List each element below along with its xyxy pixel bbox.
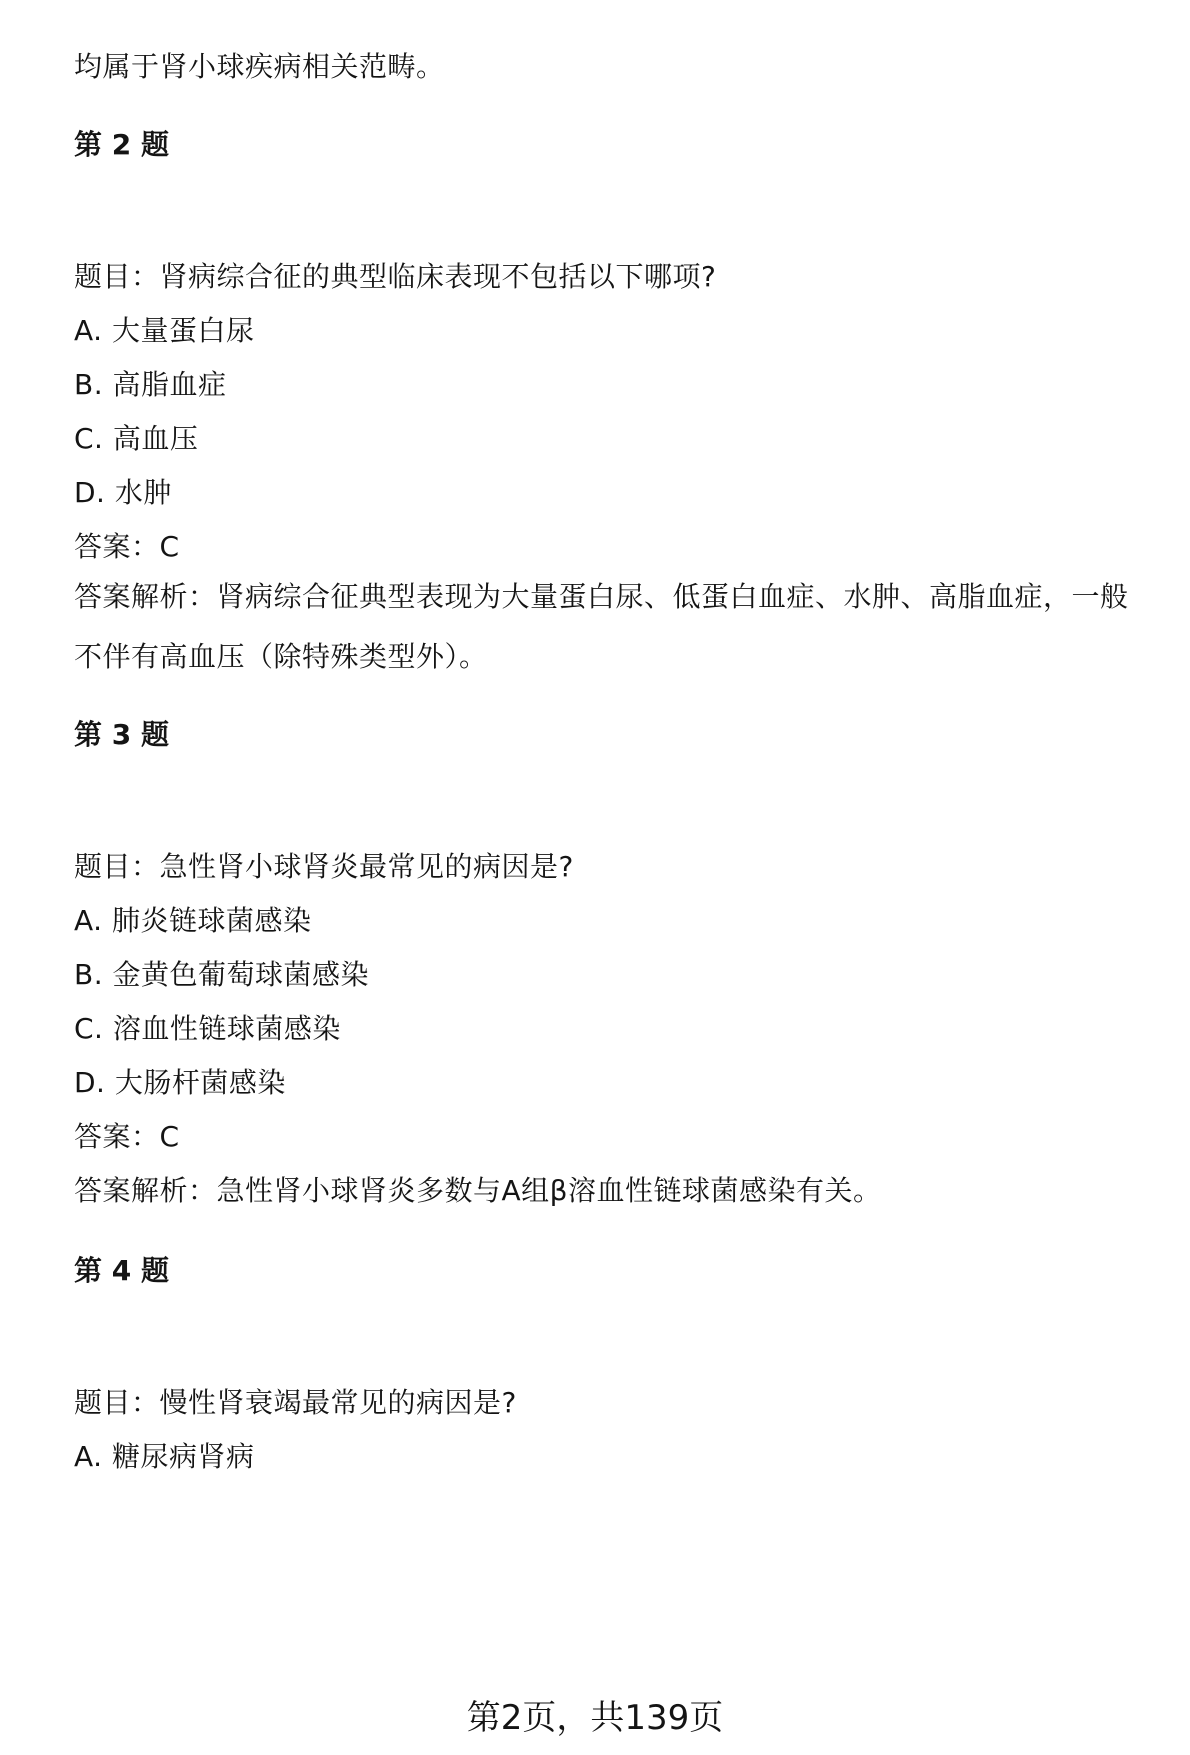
question-4-heading: 第 4 题: [74, 1254, 169, 1287]
question-3-option-b: B. 金黄色葡萄球菌感染: [74, 958, 370, 991]
question-2-text: 题目：肾病综合征的典型临床表现不包括以下哪项?: [74, 260, 717, 293]
question-2-option-b: B. 高脂血症: [74, 368, 227, 401]
question-3-heading: 第 3 题: [74, 718, 169, 751]
question-3-option-c: C. 溶血性链球菌感染: [74, 1012, 341, 1045]
question-3-answer: 答案：C: [74, 1120, 180, 1153]
question-3-option-a: A. 肺炎链球菌感染: [74, 904, 312, 937]
question-2-explanation: 答案解析：肾病综合征典型表现为大量蛋白尿、低蛋白血症、水肿、高脂血症，一般不伴有高血压（除特殊类型外）。: [74, 580, 1129, 673]
question-2-option-c: C. 高血压: [74, 422, 199, 455]
question-3-option-d: D. 大肠杆菌感染: [74, 1066, 286, 1099]
page-number-footer: 第2页，共139页: [466, 1698, 724, 1738]
question-4-option-a: A. 糖尿病肾病: [74, 1440, 255, 1473]
question-2-option-d: D. 水肿: [74, 476, 172, 509]
question-2-heading: 第 2 题: [74, 128, 169, 161]
question-3-explanation: 答案解析：急性肾小球肾炎多数与A组β溶血性链球菌感染有关。: [74, 1174, 882, 1207]
carryover-text: 均属于肾小球疾病相关范畴。: [74, 50, 445, 83]
question-2-option-a: A. 大量蛋白尿: [74, 314, 255, 347]
question-3-text: 题目：急性肾小球肾炎最常见的病因是?: [74, 850, 574, 883]
question-2-answer: 答案：C: [74, 530, 180, 563]
question-4-text: 题目：慢性肾衰竭最常见的病因是?: [74, 1386, 517, 1419]
